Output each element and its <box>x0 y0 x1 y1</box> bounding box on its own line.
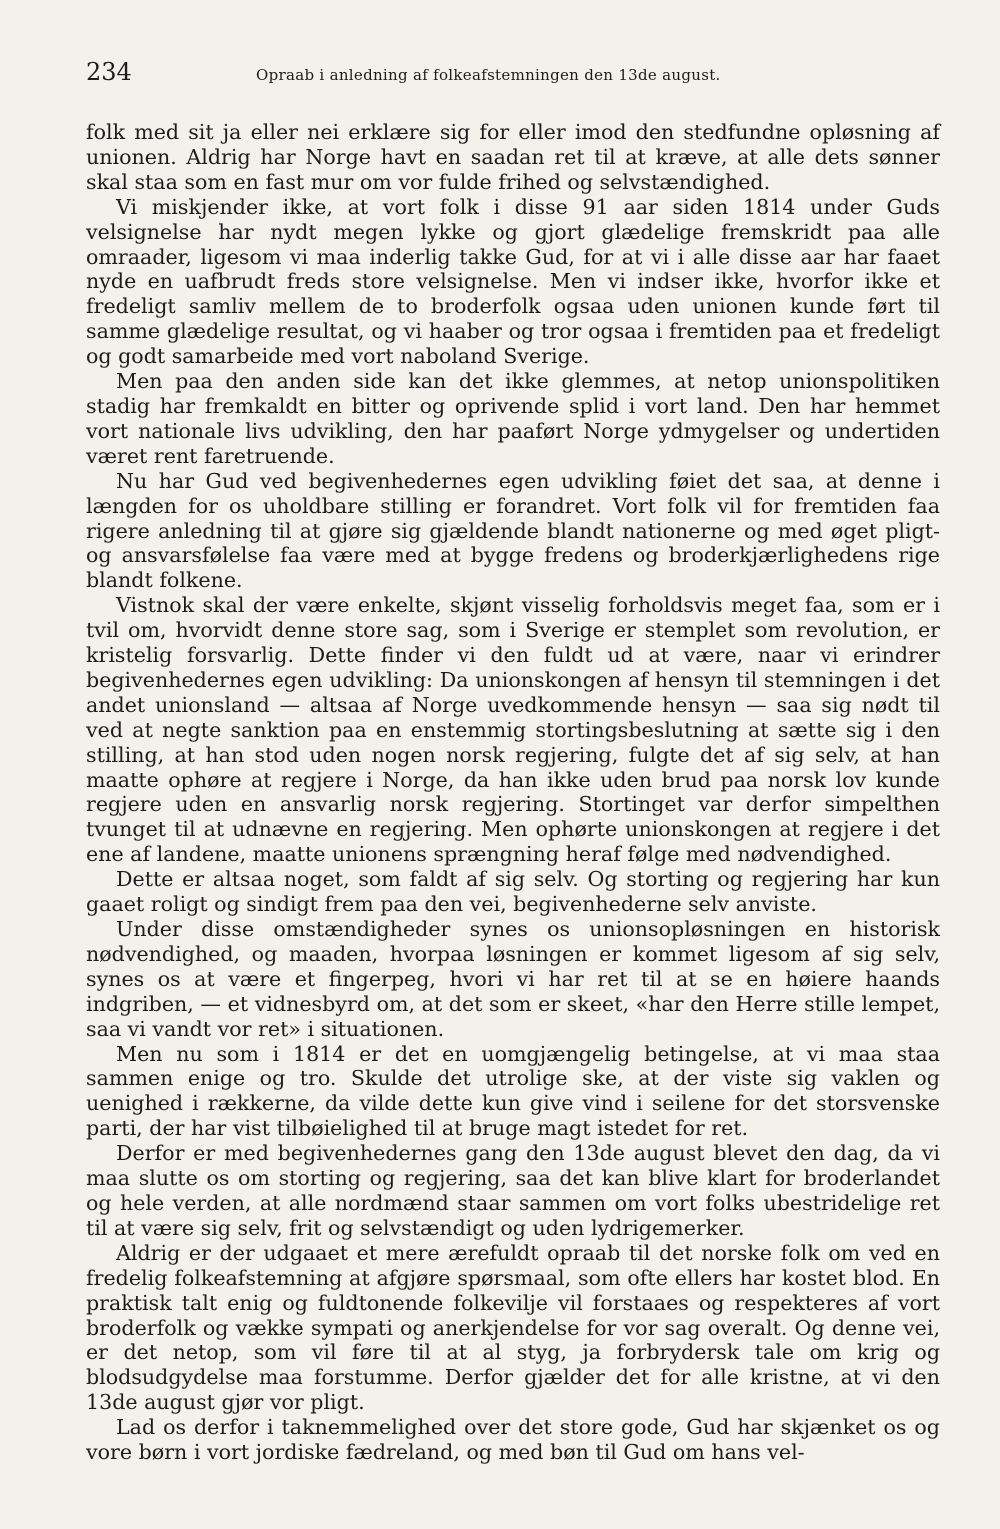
paragraph: Aldrig er der udgaaet et mere ærefuldt opraab til det norske folk om ved en fredelig folkeafstemning at afgjøre spørsmaal, som ofte ellers har kostet blod. En praktisk talt enig og fuldtonende folkevilje vil forstaaes og respekteres af vort broderfolk og vække sympati og anerkjendelse for vor sag overalt. Og denne vei, er det netop, som vil føre til at al styg, ja forbrydersk tale om krig og blodsudgydelse maa forstumme. Derfor gjælder det for alle kristne, at vi den 13de august gjør vor pligt. <box>86 1240 940 1415</box>
paragraph: Nu har Gud ved begivenhedernes egen udvikling føiet det saa, at denne i længden for os uholdbare stilling er forandret. Vort folk vil for fremtiden faa rigere anledning til at gjøre sig gjældende blandt nationerne og med øget pligt- og ansvarsfølelse faa være med at bygge fredens og broderkjærlighedens rige blandt folkene. <box>86 468 940 593</box>
paragraph: Vistnok skal der være enkelte, skjønt visselig forholdsvis meget faa, som er i tvil om, hvorvidt denne store sag, som i Sverige er stemplet som revolution, er kristelig forsvarlig. Dette finder vi den fuldt ud at være, naar vi erindrer begivenhedernes egen udvikling: Da unionskongen af hensyn til stemningen i det andet unionsland — altsaa af Norge uvedkommende hensyn — saa sig nødt til ved at negte sanktion paa en enstemmig stortingsbeslutning at sætte sig i den stilling, at han stod uden nogen norsk regjering, fulgte det af sig selv, at han maatte ophøre at regjere i Norge, da han ikke uden brud paa norsk lov kunde regjere uden en ansvarlig norsk regjering. Stortinget var derfor simpelthen tvunget til at udnævne en regjering. Men ophørte unionskongen at regjere i det ene af landene, maatte unionens sprængning heraf følge med nødvendighed. <box>86 593 940 867</box>
page-header <box>86 58 940 98</box>
paragraph: Lad os derfor i taknemmelighed over det store gode, Gud har skjænket os og vore børn i vort jordiske fædreland, og med bøn til Gud om hans vel- <box>86 1415 940 1465</box>
page-number: 234 <box>86 58 132 86</box>
running-head: Opraab i anledning af folkeafstemningen den 13de august. <box>256 66 721 84</box>
paragraph: Dette er altsaa noget, som faldt af sig selv. Og storting og regjering har kun gaaet roligt og sindigt frem paa den vei, begivenhederne selv anviste. <box>86 867 940 917</box>
paragraph: Men nu som i 1814 er det en uomgjængelig betingelse, at vi maa staa sammen enige og tro. Skulde det utrolige ske, at der viste sig vaklen og uenighed i rækkerne, da vilde dette kun give vind i seilene for det storsvenske parti, der har vist tilbøielighed til at bruge magt istedet for ret. <box>86 1041 940 1141</box>
paragraph: Under disse omstændigheder synes os unionsopløsningen en historisk nødvendighed, og maaden, hvorpaa løsningen er kommet ligesom af sig selv, synes os at være et fingerpeg, hvori vi har ret til at se en høiere haands indgriben, — et vidnesbyrd om, at det som er skeet, «har den Herre stille lempet, saa vi vandt vor ret» i situationen. <box>86 917 940 1041</box>
paragraph: Derfor er med begivenhedernes gang den 13de august blevet den dag, da vi maa slutte os om storting og regjering, saa det kan blive klart for broderlandet og hele verden, at alle nordmænd staar sammen om vort folks ubestridelige ret til at være sig selv, frit og selvstændigt og uden lydrigemerker. <box>86 1141 940 1240</box>
body-text <box>86 120 940 1465</box>
paragraph: Vi miskjender ikke, at vort folk i disse 91 aar siden 1814 under Guds velsignelse har nydt megen lykke og gjort glædelige fremskridt paa alle omraader, ligesom vi maa inderlig takke Gud, for at vi i alle disse aar har faaet nyde en uafbrudt freds store velsignelse. Men vi indser ikke, hvorfor ikke et fredeligt samliv mellem de to broderfolk ogsaa uden unionen kunde ført til samme glædelige resultat, og vi haaber og tror ogsaa i fremtiden paa et fredeligt og godt samarbeide med vort naboland Sverige. <box>86 194 940 369</box>
paragraph: folk med sit ja eller nei erklære sig for eller imod den stedfundne opløsning af unionen. Aldrig har Norge havt en saadan ret til at kræve, at alle dets sønner skal staa som en fast mur om vor fulde frihed og selvstændighed. <box>86 120 940 194</box>
paragraph: Men paa den anden side kan det ikke glemmes, at netop unionspolitiken stadig har fremkaldt en bitter og oprivende splid i vort land. Den har hemmet vort nationale livs udvikling, den har paaført Norge ydmygelser og undertiden været rent faretruende. <box>86 369 940 468</box>
